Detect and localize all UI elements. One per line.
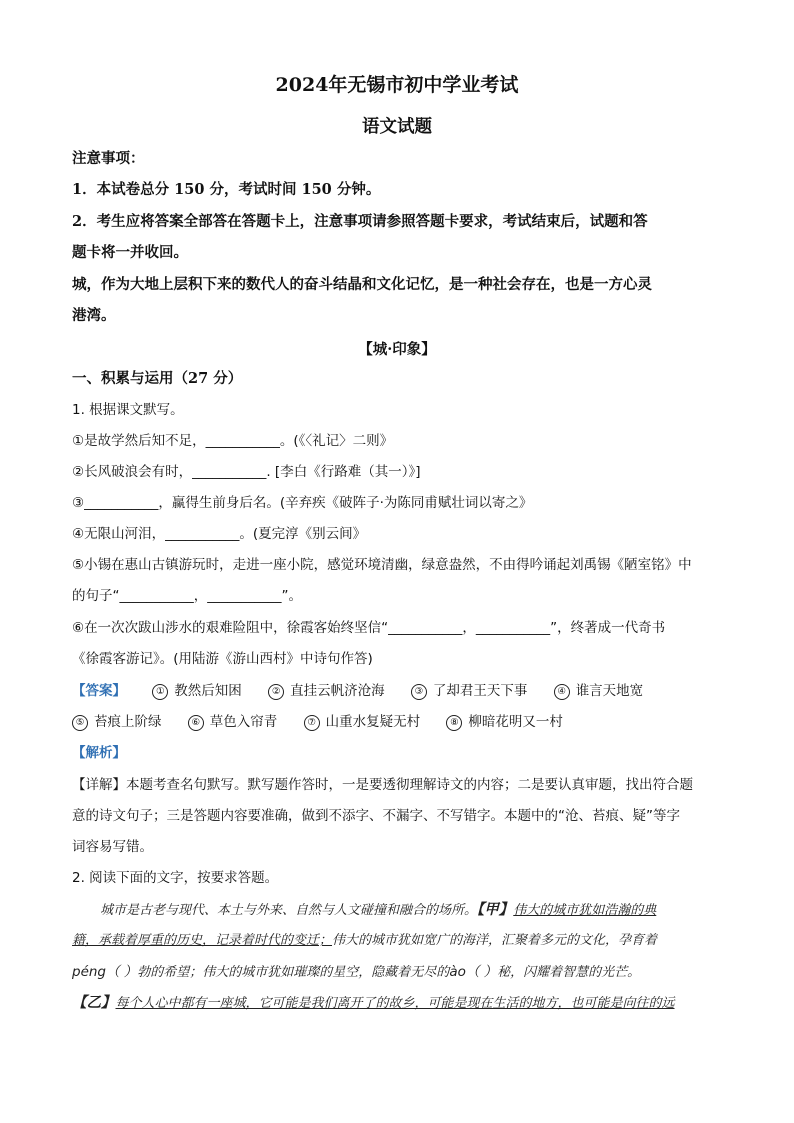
q1-prompt: 1. 根据课文默写。 bbox=[72, 402, 184, 418]
detail-label: 【详解】 bbox=[72, 777, 126, 793]
part1-heading: 一、积累与运用（27 分） bbox=[72, 370, 243, 387]
answer-item: ⑦ 山重水复疑无村 bbox=[304, 714, 421, 730]
analysis-line-3: 词容易写错。 bbox=[72, 839, 153, 855]
intro-line-1: 城，作为大地上层积下来的数代人的奋斗结晶和文化记忆，是一种社会存在，也是一方心灵 bbox=[72, 276, 652, 293]
q1-line-1: ①是故学然后知不足，___________。(《〈礼记〉二则》 bbox=[72, 433, 394, 449]
q1-line-4: ④无限山河泪，___________。(夏完淳《别云间》 bbox=[72, 526, 367, 542]
analysis-line-1: 【详解】本题考查名句默写。默写题作答时，一是要透彻理解诗文的内容；二是要认真审题，找出符合题 bbox=[72, 777, 693, 793]
q1-line-5a: ⑤小锡在惠山古镇游玩时，走进一座小院，感觉环境清幽，绿意盎然，不由得吟诵起刘禹锡《陋室铭》中 bbox=[72, 557, 692, 573]
answer-item: ⑧ 柳暗花明又一村 bbox=[446, 714, 563, 730]
exam-title: 2024年无锡市初中学业考试 bbox=[275, 74, 519, 96]
answer-item: ③ 了却君王天下事 bbox=[411, 683, 528, 699]
q2-prompt: 2. 阅读下面的文字，按要求答题。 bbox=[72, 870, 279, 886]
answer-label: 【答案】 bbox=[72, 683, 126, 699]
q1-line-3: ③___________，赢得生前身后名。(辛弃疾《破阵子·为陈同甫赋壮词以寄之》 bbox=[72, 495, 533, 511]
analysis-line-2: 意的诗文句子；三是答题内容要准确，做到不添字、不漏字、不写错字。本题中的“沧、苔痕、疑”等字 bbox=[72, 808, 680, 824]
answer-item: ① 教然后知困 bbox=[152, 683, 242, 699]
section-title: 【城·印象】 bbox=[358, 341, 436, 358]
passage-line-2: 籍，承载着厚重的历史，记录着时代的变迁；伟大的城市犹如宽广的海洋，汇聚着多元的文化，孕育着 bbox=[72, 933, 658, 948]
q1-line-6b: 《徐霞客游记》。(用陆游《游山西村》中诗句作答) bbox=[72, 651, 373, 667]
passage-line-3: péng（ ）勃的希望；伟大的城市犹如璀璨的星空，隐藏着无尽的ào（ ）秘，闪耀着智慧的光芒。 bbox=[72, 964, 641, 980]
pinyin-blank-1: péng（ ） bbox=[72, 964, 138, 980]
passage-line-1: 城市是古老与现代、本土与外来、自然与人文碰撞和融合的场所。【甲】伟大的城市犹如浩瀚的典 bbox=[100, 901, 657, 918]
answer-row-1 bbox=[72, 681, 643, 701]
q1-line-5b: 的句子“___________，___________”。 bbox=[72, 588, 302, 604]
answer-item: ④ 谁言天地宽 bbox=[554, 683, 644, 699]
intro-line-2: 港湾。 bbox=[72, 307, 116, 324]
answer-row-2 bbox=[72, 712, 563, 732]
notice-item-1: 1．本试卷总分 150 分，考试时间 150 分钟。 bbox=[72, 181, 381, 198]
passage-line-4: 【乙】每个人心中都有一座城，它可能是我们离开了的故乡，可能是现在生活的地方，也可能是向往的远 bbox=[72, 994, 675, 1011]
notice-item-2-line-2: 题卡将一并收回。 bbox=[72, 244, 188, 261]
answer-item: ⑥ 草色入帘青 bbox=[188, 714, 278, 730]
analysis-label: 【解析】 bbox=[72, 745, 126, 761]
notice-heading: 注意事项： bbox=[72, 150, 145, 167]
exam-subtitle: 语文试题 bbox=[362, 117, 432, 137]
answer-item: ② 直挂云帆济沧海 bbox=[268, 683, 385, 699]
pinyin-blank-2: ào（ ） bbox=[449, 964, 498, 980]
answer-item: ⑤ 苔痕上阶绿 bbox=[72, 714, 162, 730]
q1-line-6a: ⑥在一次次跋山涉水的艰难险阻中，徐霞客始终坚信“___________，___________”，终著成一代奇书 bbox=[72, 620, 666, 636]
q1-line-2: ②长风破浪会有时，___________. [李白《行路难（其一）》] bbox=[72, 464, 421, 480]
notice-item-2-line-1: 2．考生应将答案全部答在答题卡上，注意事项请参照答题卡要求，考试结束后，试题和答 bbox=[72, 213, 648, 230]
